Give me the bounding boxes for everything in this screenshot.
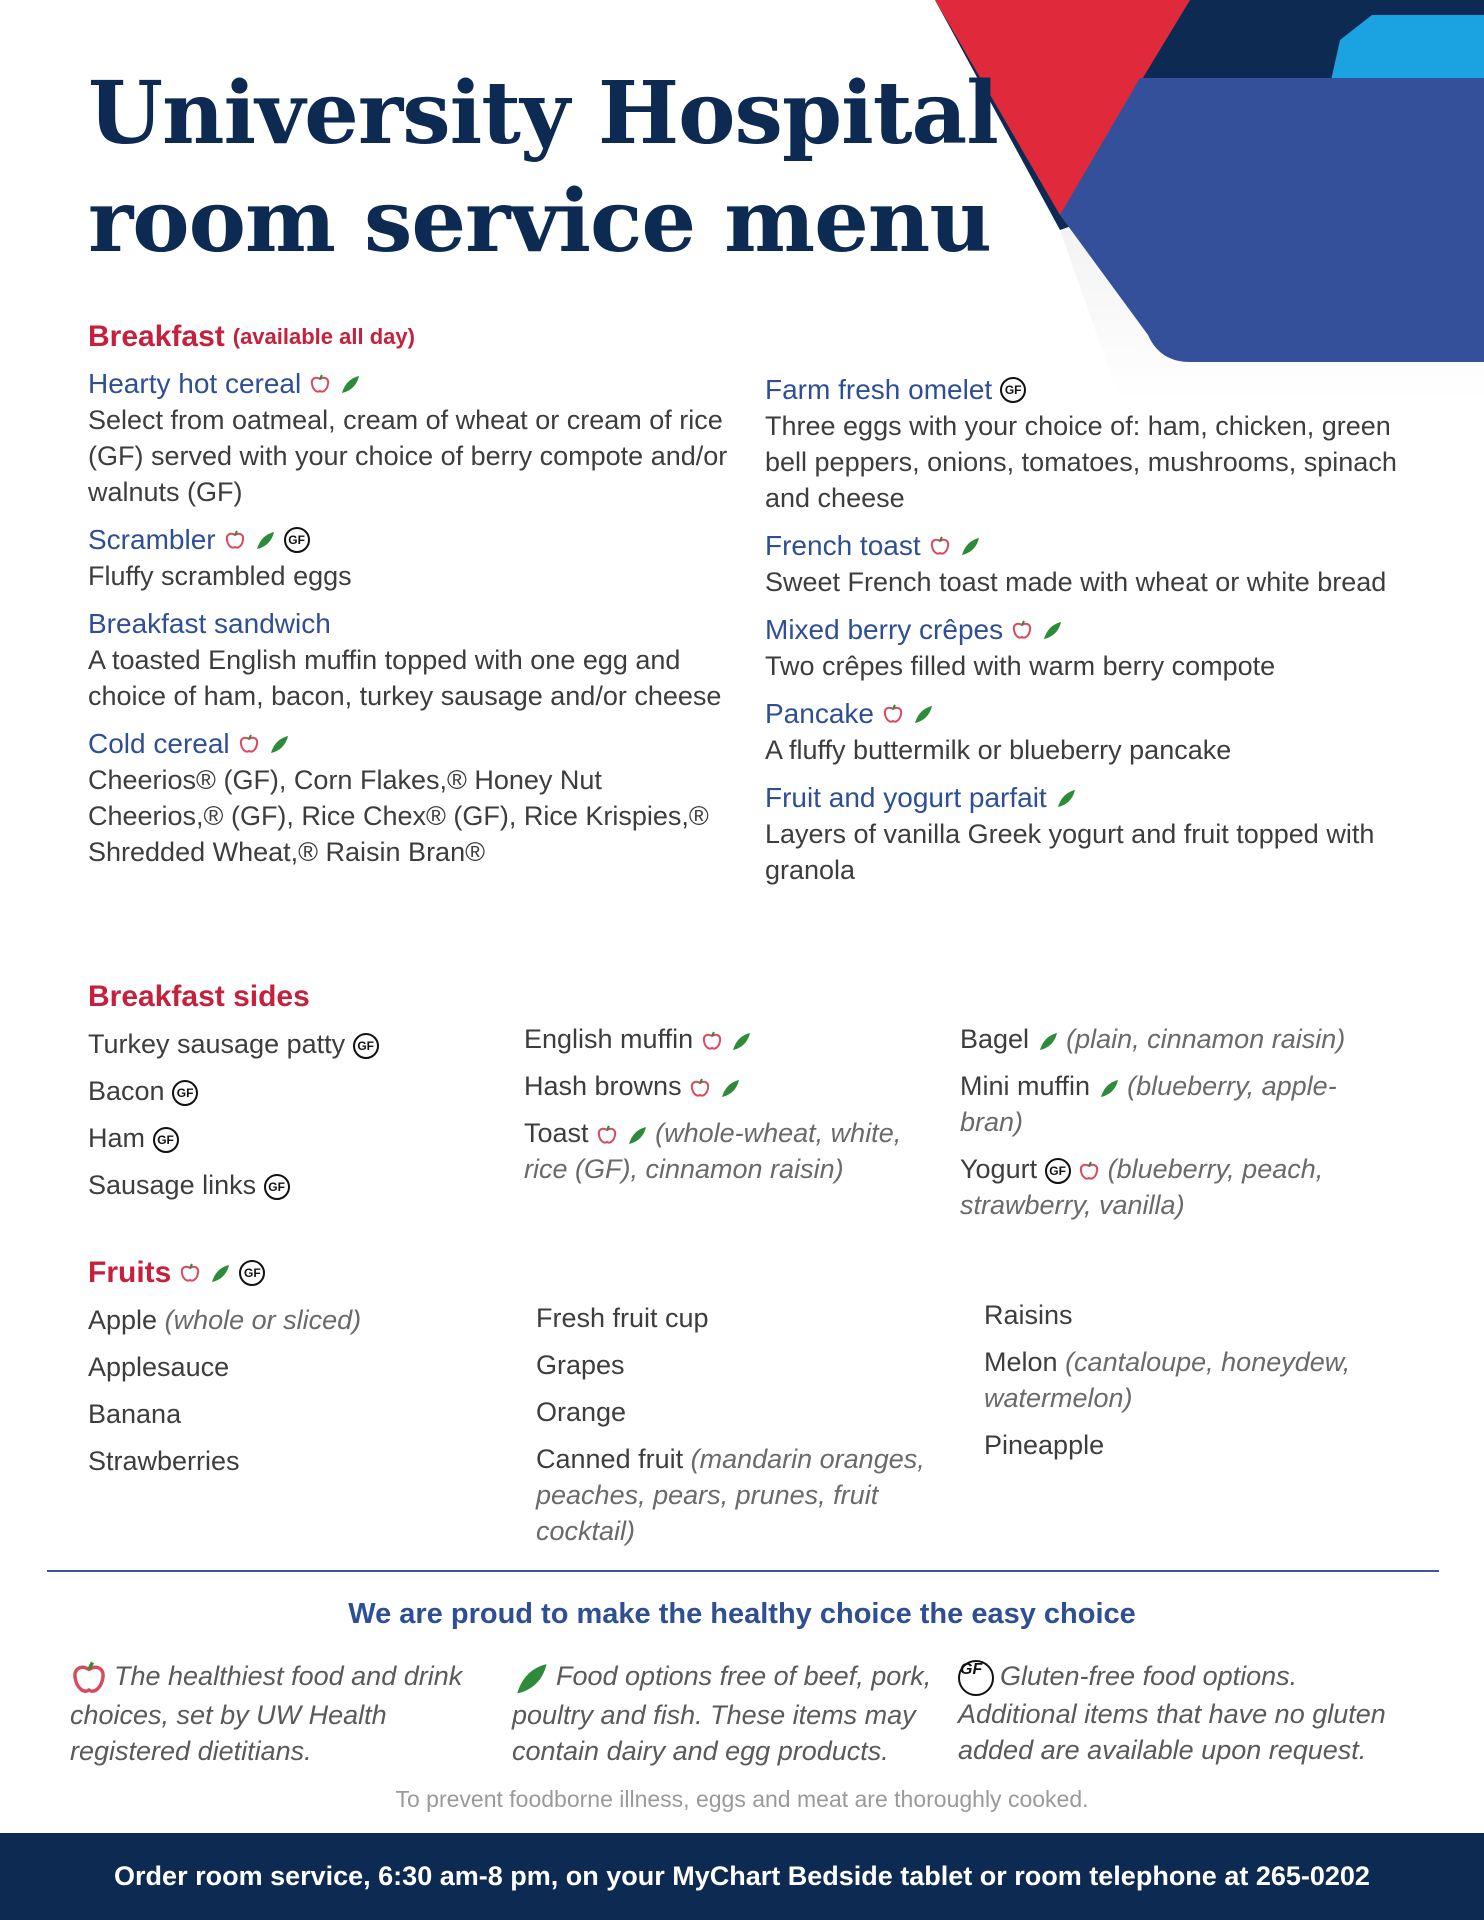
- menu-item-name: [88, 726, 728, 762]
- sides-column-2: [524, 1021, 924, 1198]
- apple-icon: [1011, 619, 1033, 641]
- side-note: (whole-wheat, white, rice (GF), cinnamon raisin): [524, 1118, 902, 1184]
- menu-item: [765, 612, 1425, 684]
- fruit-name: Strawberries: [88, 1446, 240, 1476]
- fruit-name: Apple: [88, 1305, 158, 1335]
- fruits-column-1: [88, 1302, 508, 1490]
- leaf-icon: [512, 1659, 550, 1697]
- menu-item: [88, 606, 728, 714]
- apple-icon: [224, 529, 246, 551]
- fruit-name: Orange: [536, 1397, 627, 1427]
- fruit-name: Pineapple: [984, 1430, 1105, 1460]
- gf-icon: GF: [353, 1033, 379, 1059]
- leaf-icon: [719, 1077, 741, 1099]
- side-note: (plain, cinnamon raisin): [1066, 1024, 1346, 1054]
- legend-gluten-free: [958, 1658, 1398, 1768]
- breakfast-heading: [88, 320, 415, 354]
- fruits-heading: [88, 1256, 265, 1290]
- menu-item-name: [765, 372, 1425, 408]
- leaf-icon: [1037, 1030, 1059, 1052]
- menu-item-title: Mixed berry crêpes: [765, 614, 1004, 645]
- fruit-name: Banana: [88, 1399, 182, 1429]
- menu-item-description: Layers of vanilla Greek yogurt and fruit topped with granola: [765, 819, 1375, 885]
- fruit-name: Grapes: [536, 1350, 625, 1380]
- menu-item-description: Cheerios® (GF), Corn Flakes,® Honey Nut Cheerios,® (GF), Rice Chex® (GF), Rice Krispies,® Shredded Wheat,® Raisin Bran®: [88, 765, 709, 867]
- apple-icon: [70, 1659, 108, 1697]
- leaf-icon: [730, 1030, 752, 1052]
- menu-item: [765, 372, 1425, 516]
- menu-item-description: A toasted English muffin topped with one egg and choice of ham, bacon, turkey sausage and/or cheese: [88, 645, 722, 711]
- list-item: [88, 1443, 508, 1479]
- fruit-name: Applesauce: [88, 1352, 230, 1382]
- list-item: [88, 1120, 508, 1156]
- menu-item-name: [88, 606, 728, 642]
- list-item: [524, 1068, 924, 1104]
- fruit-note: (whole or sliced): [164, 1305, 362, 1335]
- title-line-1: University Hospital: [88, 63, 998, 164]
- breakfast-heading-label: Breakfast: [88, 320, 225, 353]
- list-item: [88, 1396, 508, 1432]
- fruit-name: Melon: [984, 1347, 1058, 1377]
- gf-icon: GF: [153, 1127, 179, 1153]
- list-item: [960, 1068, 1360, 1140]
- menu-item-title: Scrambler: [88, 524, 216, 555]
- menu-item-name: [88, 366, 728, 402]
- gf-icon: GF: [284, 527, 310, 553]
- gf-icon: GF: [958, 1660, 994, 1696]
- legend-healthy: [70, 1658, 480, 1769]
- list-item: [88, 1026, 508, 1062]
- list-item: [88, 1073, 508, 1109]
- menu-item-name: [765, 612, 1425, 648]
- menu-item-description: Select from oatmeal, cream of wheat or cream of rice (GF) served with your choice of berry compote and/or walnuts (GF): [88, 405, 728, 507]
- title-line-2: room service menu: [88, 171, 991, 272]
- leaf-icon: [1041, 619, 1063, 641]
- apple-icon: [701, 1030, 723, 1052]
- gf-icon: GF: [172, 1080, 198, 1106]
- menu-item-title: Cold cereal: [88, 728, 230, 759]
- breakfast-sides-heading-label: Breakfast sides: [88, 980, 310, 1013]
- apple-icon: [1078, 1160, 1100, 1182]
- breakfast-sides-heading: [88, 980, 310, 1014]
- leaf-icon: [339, 373, 361, 395]
- side-note: (blueberry, peach, strawberry, vanilla): [960, 1154, 1324, 1220]
- leaf-icon: [1055, 787, 1077, 809]
- side-name: English muffin: [524, 1024, 694, 1054]
- menu-item-description: Fluffy scrambled eggs: [88, 561, 352, 591]
- leaf-icon: [268, 733, 290, 755]
- list-item: [88, 1167, 508, 1203]
- menu-item-title: Fruit and yogurt parfait: [765, 782, 1047, 813]
- fruit-note: (mandarin oranges, peaches, pears, prunes, fruit cocktail): [536, 1444, 925, 1546]
- legend-vegetarian-text: Food options free of beef, pork, poultry and fish. These items may contain dairy and egg products.: [512, 1661, 932, 1766]
- fruits-column-3: [984, 1297, 1384, 1474]
- legend-vegetarian: [512, 1658, 932, 1769]
- fruit-note: (cantaloupe, honeydew, watermelon): [984, 1347, 1351, 1413]
- menu-item-name: [765, 528, 1425, 564]
- list-item: [984, 1427, 1384, 1463]
- menu-item-description: Two crêpes filled with warm berry compote: [765, 651, 1276, 681]
- leaf-icon: [626, 1124, 648, 1146]
- menu-item: [765, 696, 1425, 768]
- section-divider: [47, 1570, 1439, 1572]
- leaf-icon: [254, 529, 276, 551]
- list-item: [536, 1394, 936, 1430]
- menu-item-name: [765, 696, 1425, 732]
- menu-item-title: Farm fresh omelet: [765, 374, 993, 405]
- side-note: (blueberry, apple-bran): [960, 1071, 1337, 1137]
- list-item: [524, 1115, 924, 1187]
- menu-item-title: Breakfast sandwich: [88, 608, 331, 639]
- side-name: Bagel: [960, 1024, 1030, 1054]
- legend-healthy-text: The healthiest food and drink choices, set by UW Health registered dietitians.: [70, 1661, 463, 1766]
- footer-text: Order room service, 6:30 am-8 pm, on your MyChart Bedside tablet or room telephone at 265-0202: [114, 1861, 1370, 1891]
- apple-icon: [309, 373, 331, 395]
- apple-icon: [689, 1077, 711, 1099]
- list-item: [536, 1300, 936, 1336]
- side-name: Mini muffin: [960, 1071, 1091, 1101]
- footer-bar: [0, 1833, 1484, 1920]
- fruits-column-2: [536, 1300, 936, 1560]
- apple-icon: [596, 1124, 618, 1146]
- list-item: [88, 1302, 508, 1338]
- apple-icon: [179, 1262, 201, 1284]
- menu-item-description: Sweet French toast made with wheat or white bread: [765, 567, 1387, 597]
- menu-item-title: French toast: [765, 530, 921, 561]
- leaf-icon: [209, 1262, 231, 1284]
- list-item: [536, 1441, 936, 1549]
- menu-item-description: A fluffy buttermilk or blueberry pancake: [765, 735, 1232, 765]
- gf-icon: GF: [264, 1174, 290, 1200]
- list-item: [984, 1344, 1384, 1416]
- side-name: Bacon: [88, 1076, 165, 1106]
- fruits-heading-label: Fruits: [88, 1256, 172, 1289]
- disclaimer: To prevent foodborne illness, eggs and meat are thoroughly cooked.: [395, 1786, 1089, 1812]
- menu-item-name: [765, 780, 1425, 816]
- sides-column-3: [960, 1021, 1360, 1234]
- menu-item: [765, 780, 1425, 888]
- menu-item-description: Three eggs with your choice of: ham, chicken, green bell peppers, onions, tomatoes, mushrooms, spinach and cheese: [765, 411, 1397, 513]
- list-item: [960, 1151, 1360, 1223]
- fruit-name: Raisins: [984, 1300, 1073, 1330]
- list-item: [536, 1347, 936, 1383]
- list-item: [984, 1297, 1384, 1333]
- fruit-name: Fresh fruit cup: [536, 1303, 709, 1333]
- side-name: Toast: [524, 1118, 589, 1148]
- leaf-icon: [1098, 1077, 1120, 1099]
- gf-icon: GF: [239, 1260, 265, 1286]
- apple-icon: [238, 733, 260, 755]
- gf-icon: GF: [1045, 1158, 1071, 1184]
- menu-item: [88, 366, 728, 510]
- tagline: We are proud to make the healthy choice the easy choice: [348, 1598, 1136, 1630]
- apple-icon: [882, 703, 904, 725]
- leaf-icon: [912, 703, 934, 725]
- menu-item-title: Pancake: [765, 698, 874, 729]
- side-name: Hash browns: [524, 1071, 682, 1101]
- leaf-icon: [959, 535, 981, 557]
- breakfast-right-column: [765, 372, 1425, 900]
- gf-icon: GF: [1000, 377, 1026, 403]
- menu-item-title: Hearty hot cereal: [88, 368, 302, 399]
- side-name: Yogurt: [960, 1154, 1038, 1184]
- list-item: [960, 1021, 1360, 1057]
- menu-item: [88, 522, 728, 594]
- apple-icon: [929, 535, 951, 557]
- side-name: Ham: [88, 1123, 146, 1153]
- page-title: [88, 60, 998, 276]
- menu-item-name: [88, 522, 728, 558]
- side-name: Turkey sausage patty: [88, 1029, 346, 1059]
- menu-item: [765, 528, 1425, 600]
- breakfast-left-column: [88, 366, 728, 882]
- list-item: [524, 1021, 924, 1057]
- side-name: Sausage links: [88, 1170, 257, 1200]
- sides-column-1: [88, 1026, 508, 1214]
- list-item: [88, 1349, 508, 1385]
- breakfast-subheading: (available all day): [232, 324, 415, 349]
- menu-item: [88, 726, 728, 870]
- fruit-name: Canned fruit: [536, 1444, 684, 1474]
- legend-gluten-free-text: Gluten-free food options. Additional items that have no gluten added are available upon request.: [958, 1661, 1386, 1765]
